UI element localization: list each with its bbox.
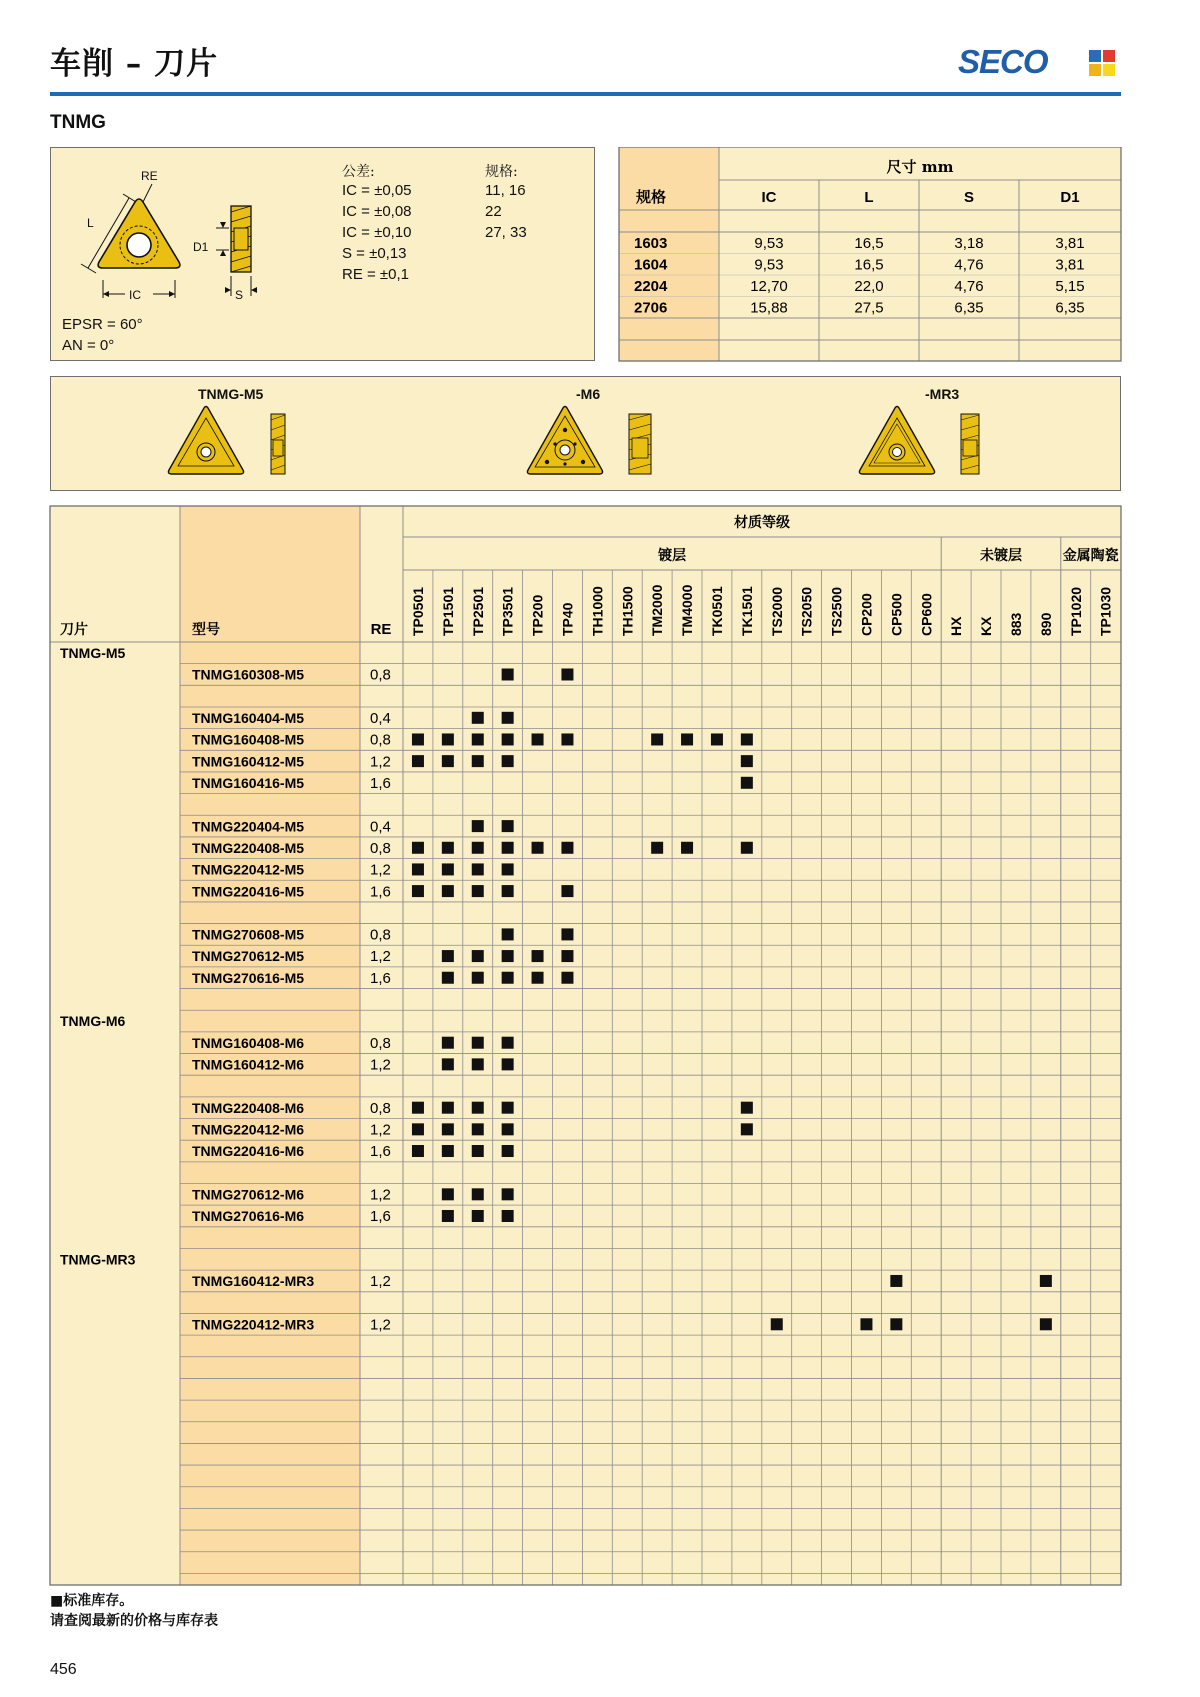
stock-mark xyxy=(741,1102,753,1114)
re-value: 1,2 xyxy=(370,1316,391,1334)
tnmg-mr3-insert-icon xyxy=(857,404,987,484)
re-value: 1,2 xyxy=(370,861,391,879)
model-name: TNMG270612-M6 xyxy=(192,1186,305,1203)
insert-group-label: TNMG-MR3 xyxy=(60,1251,136,1268)
stock-mark xyxy=(442,1102,454,1114)
stock-mark xyxy=(502,885,514,897)
grade-col-header: 883 xyxy=(1007,612,1024,636)
dim-col-header: L xyxy=(864,189,874,206)
stock-mark xyxy=(472,863,484,875)
stock-mark xyxy=(472,712,484,724)
model-name: TNMG270616-M5 xyxy=(192,969,305,986)
stock-mark xyxy=(502,842,514,854)
epsr-value: EPSR = 60° xyxy=(62,316,143,333)
grade-col-header: TS2500 xyxy=(828,586,845,636)
model-name: TNMG270616-M6 xyxy=(192,1208,305,1225)
stock-mark xyxy=(502,1058,514,1070)
grade-group-header: 材质等级 xyxy=(734,515,790,531)
model-name: TNMG220408-M6 xyxy=(192,1099,305,1116)
stock-mark xyxy=(442,1037,454,1049)
model-name: TNMG160408-M5 xyxy=(192,731,305,748)
stock-mark xyxy=(472,755,484,767)
stock-mark xyxy=(472,1210,484,1222)
dim-row-size: 1604 xyxy=(634,256,668,274)
re-value: 1,6 xyxy=(370,969,391,987)
dim-row-size: 1603 xyxy=(634,235,668,252)
stock-mark xyxy=(442,842,454,854)
grade-col-header: TP1020 xyxy=(1067,586,1084,636)
grade-col-header: TK1501 xyxy=(738,586,755,636)
stock-mark xyxy=(412,863,424,875)
page-number: 456 xyxy=(50,1661,77,1678)
size-item: 11, 16 xyxy=(485,182,526,199)
an-value: AN = 0° xyxy=(62,337,115,354)
stock-mark xyxy=(412,1102,424,1114)
stock-mark xyxy=(412,755,424,767)
insert-group-label: TNMG-M5 xyxy=(60,645,126,661)
stock-mark xyxy=(412,885,424,897)
grade-col-header: HX xyxy=(948,616,965,636)
stock-mark xyxy=(532,733,544,745)
model-name: TNMG270612-M5 xyxy=(192,948,305,965)
grade-col-header: TP0501 xyxy=(409,586,426,636)
stock-mark xyxy=(472,1102,484,1114)
stock-mark xyxy=(472,1188,484,1200)
stock-mark xyxy=(561,733,573,745)
model-name: TNMG220412-MR3 xyxy=(192,1316,315,1333)
stock-mark xyxy=(771,1318,783,1330)
col-header-insert: 刀片 xyxy=(60,622,88,638)
model-name: TNMG160408-M6 xyxy=(192,1034,305,1051)
grade-col-header: TP2501 xyxy=(469,586,486,636)
tolerance-item: S = ±0,13 xyxy=(342,245,407,262)
strip-label-m6: -M6 xyxy=(576,386,601,402)
model-name: TNMG220416-M5 xyxy=(192,883,305,900)
re-value: 0,8 xyxy=(370,926,391,944)
dim-row-size: 2204 xyxy=(634,278,668,295)
dim-cell: 6,35 xyxy=(954,299,984,317)
dim-col-header: D1 xyxy=(1060,189,1080,206)
stock-mark xyxy=(442,733,454,745)
re-value: 0,8 xyxy=(370,1099,391,1117)
grade-col-header: TH1500 xyxy=(619,586,636,636)
model-name: TNMG160308-M5 xyxy=(192,666,305,683)
size-item: 27, 33 xyxy=(485,224,527,241)
price-note: 请查阅最新的价格与库存表 xyxy=(50,1613,218,1629)
model-name: TNMG220412-M5 xyxy=(192,861,305,878)
dim-cell: 15,88 xyxy=(750,299,788,317)
grade-col-header: TP40 xyxy=(559,602,576,636)
stock-mark xyxy=(502,1188,514,1200)
stock-mark xyxy=(472,1058,484,1070)
brand-name: SECO xyxy=(958,43,1048,80)
stock-mark xyxy=(412,733,424,745)
dim-cell: 9,53 xyxy=(754,256,784,274)
tolerance-item: IC = ±0,05 xyxy=(342,182,412,199)
stock-mark xyxy=(502,1037,514,1049)
stock-mark xyxy=(442,1058,454,1070)
col-header-re: RE xyxy=(370,621,392,638)
model-name: TNMG220416-M6 xyxy=(192,1143,305,1160)
stock-mark xyxy=(442,885,454,897)
section-title: TNMG xyxy=(50,112,106,133)
grade-col-header: TK0501 xyxy=(708,586,725,636)
dim-cell: 3,81 xyxy=(1055,256,1085,274)
stock-mark xyxy=(502,1145,514,1157)
label-l: L xyxy=(87,216,94,230)
insert-group-label: TNMG-M6 xyxy=(60,1013,126,1030)
stock-mark xyxy=(561,928,573,940)
dim-group-header: 尺寸 mm xyxy=(886,158,954,176)
size-title: 规格: xyxy=(485,164,518,180)
dim-cell: 4,76 xyxy=(954,278,984,295)
stock-mark xyxy=(561,972,573,984)
stock-mark xyxy=(561,842,573,854)
stock-mark xyxy=(442,1210,454,1222)
stock-mark xyxy=(561,668,573,680)
strip-label-mr3: -MR3 xyxy=(925,386,960,402)
stock-mark xyxy=(442,1188,454,1200)
model-name: TNMG160412-MR3 xyxy=(192,1273,315,1290)
grade-col-header: TP3501 xyxy=(499,586,516,636)
re-value: 1,6 xyxy=(370,883,391,901)
dim-cell: 3,18 xyxy=(954,235,984,252)
stock-mark xyxy=(472,972,484,984)
dim-cell: 16,5 xyxy=(854,256,884,274)
stock-mark xyxy=(472,950,484,962)
dim-cell: 9,53 xyxy=(754,235,784,252)
grade-subgroup-header: 金属陶瓷 xyxy=(1062,548,1119,564)
stock-mark xyxy=(1040,1318,1052,1330)
grade-col-header: TM4000 xyxy=(679,584,696,636)
stock-mark xyxy=(502,950,514,962)
re-value: 1,6 xyxy=(370,774,391,792)
dim-cell: 12,70 xyxy=(750,278,788,295)
re-value: 1,2 xyxy=(370,1056,391,1074)
stock-mark xyxy=(412,1145,424,1157)
stock-mark xyxy=(412,842,424,854)
stock-mark xyxy=(741,755,753,767)
grade-col-header: TS2050 xyxy=(798,586,815,636)
dim-cell: 27,5 xyxy=(854,299,884,317)
model-name: TNMG270608-M5 xyxy=(192,926,305,943)
stock-mark xyxy=(890,1275,902,1287)
stock-mark xyxy=(412,1123,424,1135)
model-name: TNMG160412-M6 xyxy=(192,1056,305,1073)
stock-mark xyxy=(502,733,514,745)
geometry-strip xyxy=(50,376,1121,491)
stock-mark xyxy=(651,842,663,854)
seco-logo xyxy=(958,44,1118,84)
label-s: S xyxy=(235,288,244,302)
stock-mark xyxy=(502,972,514,984)
grade-col-header: KX xyxy=(978,616,995,636)
stock-legend: ■标准库存。 xyxy=(50,1593,134,1609)
dim-col-header: S xyxy=(963,189,975,206)
model-name: TNMG160412-M5 xyxy=(192,753,305,770)
stock-mark xyxy=(502,928,514,940)
label-ic: IC xyxy=(129,288,141,302)
stock-mark xyxy=(741,777,753,789)
stock-mark xyxy=(502,1123,514,1135)
re-value: 1,2 xyxy=(370,1121,391,1139)
grade-subgroup-header: 未镀层 xyxy=(980,548,1022,564)
stock-mark xyxy=(890,1318,902,1330)
stock-mark xyxy=(561,885,573,897)
grade-table xyxy=(0,500,1200,1590)
stock-mark xyxy=(472,733,484,745)
strip-label-m5: TNMG-M5 xyxy=(198,386,264,402)
model-name: TNMG220412-M6 xyxy=(192,1121,305,1138)
stock-mark xyxy=(860,1318,872,1330)
stock-mark xyxy=(681,733,693,745)
re-value: 0,8 xyxy=(370,1034,391,1052)
stock-mark xyxy=(741,1123,753,1135)
re-value: 1,6 xyxy=(370,1208,391,1226)
stock-mark xyxy=(502,863,514,875)
stock-mark xyxy=(651,733,663,745)
re-value: 1,2 xyxy=(370,1186,391,1204)
col-header-model: 型号 xyxy=(192,622,220,638)
stock-mark xyxy=(442,755,454,767)
grade-col-header: TM2000 xyxy=(649,584,666,636)
re-value: 0,4 xyxy=(370,818,391,836)
model-name: TNMG160404-M5 xyxy=(192,709,305,726)
re-value: 1,2 xyxy=(370,948,391,966)
stock-mark xyxy=(442,1123,454,1135)
stock-mark xyxy=(472,1145,484,1157)
grade-subgroup-header: 镀层 xyxy=(658,548,687,564)
stock-mark xyxy=(561,950,573,962)
seco-logo-squares-icon xyxy=(1089,50,1115,76)
page-title: 车削 – 刀片 xyxy=(50,46,219,82)
grade-col-header: CP500 xyxy=(888,593,905,636)
grade-col-header: TP200 xyxy=(529,594,546,636)
dim-cell: 3,81 xyxy=(1055,235,1085,252)
grade-col-header: TP1501 xyxy=(439,586,456,636)
tnmg-m5-insert-icon xyxy=(166,404,296,484)
stock-mark xyxy=(532,950,544,962)
stock-mark xyxy=(502,1210,514,1222)
stock-mark xyxy=(741,733,753,745)
re-value: 1,6 xyxy=(370,1143,391,1161)
tolerance-title: 公差: xyxy=(342,164,375,180)
model-name: TNMG160416-M5 xyxy=(192,774,305,791)
label-d1: D1 xyxy=(193,240,209,254)
re-value: 1,2 xyxy=(370,1273,391,1291)
stock-mark xyxy=(532,842,544,854)
re-value: 0,4 xyxy=(370,709,391,727)
stock-mark xyxy=(502,1102,514,1114)
grade-col-header: TH1000 xyxy=(589,586,606,636)
stock-mark xyxy=(442,863,454,875)
stock-mark xyxy=(681,842,693,854)
grade-col-header: TS2000 xyxy=(768,586,785,636)
stock-mark xyxy=(711,733,723,745)
tnmg-m6-insert-icon xyxy=(525,404,665,484)
re-value: 0,8 xyxy=(370,731,391,749)
tolerance-item: IC = ±0,10 xyxy=(342,224,412,241)
stock-mark xyxy=(442,972,454,984)
size-item: 22 xyxy=(485,203,502,220)
stock-mark xyxy=(1040,1275,1052,1287)
stock-mark xyxy=(472,820,484,832)
dim-cell: 22,0 xyxy=(854,278,884,295)
stock-mark xyxy=(532,972,544,984)
stock-mark xyxy=(472,1037,484,1049)
grade-col-header: TP1030 xyxy=(1097,586,1114,636)
stock-mark xyxy=(442,950,454,962)
stock-mark xyxy=(472,842,484,854)
label-re: RE xyxy=(141,169,158,183)
tolerance-item: IC = ±0,08 xyxy=(342,203,412,220)
grade-col-header: 890 xyxy=(1037,612,1054,636)
stock-mark xyxy=(502,755,514,767)
dim-cell: 4,76 xyxy=(954,256,984,274)
stock-mark xyxy=(472,1123,484,1135)
re-value: 0,8 xyxy=(370,839,391,857)
stock-mark xyxy=(472,885,484,897)
stock-mark xyxy=(502,820,514,832)
grade-col-header: CP600 xyxy=(918,593,935,636)
stock-mark xyxy=(442,1145,454,1157)
grade-col-header: CP200 xyxy=(858,593,875,636)
dim-cell: 5,15 xyxy=(1055,278,1085,295)
model-name: TNMG220404-M5 xyxy=(192,818,305,835)
dim-cell: 6,35 xyxy=(1055,299,1085,317)
dim-size-column-bg xyxy=(619,147,719,361)
re-value: 0,8 xyxy=(370,666,391,684)
stock-mark xyxy=(502,712,514,724)
re-value: 1,2 xyxy=(370,753,391,771)
stock-mark xyxy=(502,668,514,680)
dim-cell: 16,5 xyxy=(854,235,884,252)
dim-row-size: 2706 xyxy=(634,299,668,317)
model-name: TNMG220408-M5 xyxy=(192,839,305,856)
dimensions-table xyxy=(0,147,1200,367)
dim-col-header: IC xyxy=(761,189,777,206)
dim-size-header: 规格 xyxy=(636,188,667,206)
tolerance-item: RE = ±0,1 xyxy=(342,266,410,283)
header-rule xyxy=(50,92,1121,96)
stock-mark xyxy=(741,842,753,854)
